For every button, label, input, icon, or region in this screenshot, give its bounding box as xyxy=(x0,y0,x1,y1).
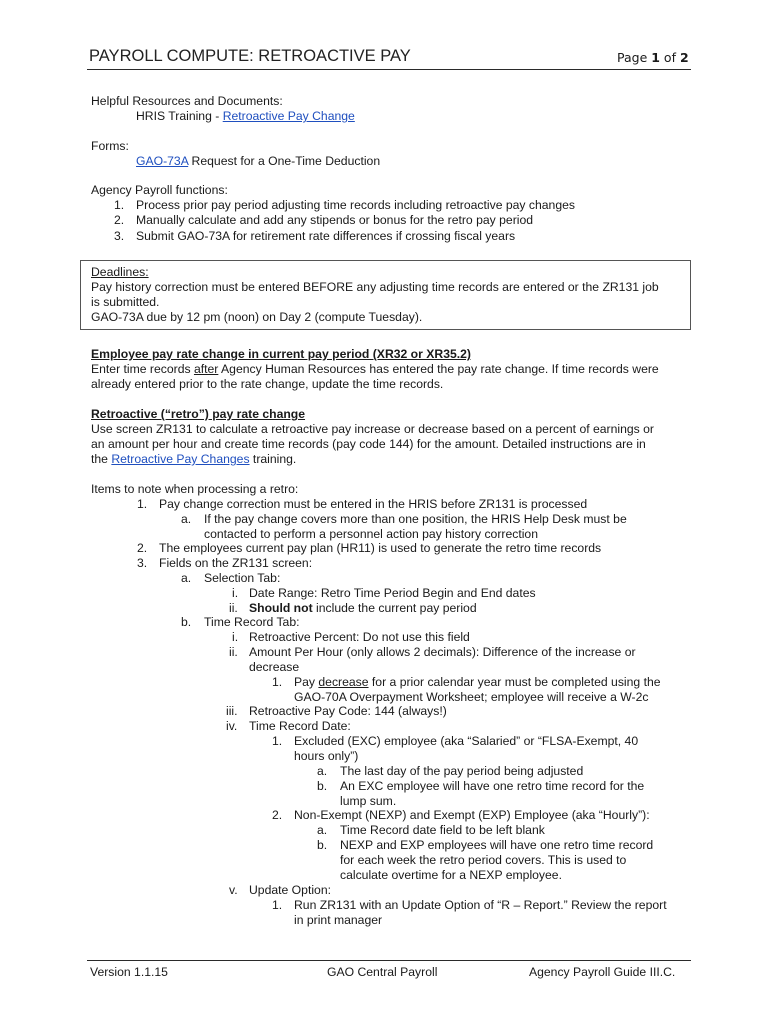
list-marker: a. xyxy=(181,571,192,585)
selection-date-range: Date Range: Retro Time Period Begin and End dates xyxy=(249,586,536,600)
item-3: Fields on the ZR131 screen: xyxy=(159,556,313,570)
amount-per-hour-1: Amount Per Hour (only allows 2 decimals): Difference of the increase or xyxy=(249,645,636,659)
pay-decrease-line-2: GAO-70A Overpayment Worksheet; employee will receive a W-2c xyxy=(294,690,649,704)
list-marker: 2. xyxy=(272,808,283,822)
list-marker: b. xyxy=(181,615,192,629)
nexp-a: Time Record date field to be left blank xyxy=(340,823,545,837)
exc-employee-2: hours only”) xyxy=(294,749,359,763)
update-option-1a: Run ZR131 with an Update Option of “R – Report.” Review the report xyxy=(294,898,667,912)
items-intro: Items to note when processing a retro: xyxy=(91,482,299,496)
agency-functions-label: Agency Payroll functions: xyxy=(91,183,228,197)
list-marker: 1. xyxy=(137,497,148,511)
nexp-b-2: for each week the retro period covers. This is used to xyxy=(340,853,627,867)
retro-text-3: the Retroactive Pay Changes training. xyxy=(91,452,297,466)
time-record-date: Time Record Date: xyxy=(249,719,351,733)
nexp-b-1: NEXP and EXP employees will have one retro time record xyxy=(340,838,654,852)
deadlines-line-3: GAO-73A due by 12 pm (noon) on Day 2 (compute Tuesday). xyxy=(91,310,423,324)
list-marker: i. xyxy=(232,630,239,644)
page-title: PAYROLL COMPUTE: RETROACTIVE PAY xyxy=(89,47,411,65)
pay-decrease-line-1: Pay decrease for a prior calendar year must be completed using the xyxy=(294,675,661,689)
item-1: Pay change correction must be entered in the HRIS before ZR131 is processed xyxy=(159,497,588,511)
item-1a-line-1: If the pay change covers more than one position, the HRIS Help Desk must be xyxy=(204,512,627,526)
list-marker: ii. xyxy=(229,601,238,615)
list-marker: 1. xyxy=(272,898,283,912)
deadlines-line-2: is submitted. xyxy=(91,295,160,309)
list-marker: v. xyxy=(229,883,238,897)
retroactive-pay-change-link[interactable]: Retroactive Pay Change xyxy=(222,109,355,123)
exc-b-2: lump sum. xyxy=(340,794,397,808)
footer-right: Agency Payroll Guide III.C. xyxy=(529,965,676,979)
gao-73a-link[interactable]: GAO-73A xyxy=(136,154,189,168)
gao-73a-line: GAO-73A Request for a One-Time Deduction xyxy=(136,154,381,168)
retro-text-2: an amount per hour and create time records (pay code 144) for the amount. Detailed instructions are in xyxy=(91,437,646,451)
header-rule xyxy=(87,69,691,70)
amount-per-hour-2: decrease xyxy=(249,660,300,674)
hris-training-line: HRIS Training - Retroactive Pay Change xyxy=(136,109,355,123)
footer-version: Version 1.1.15 xyxy=(90,965,168,979)
list-marker: b. xyxy=(317,779,328,793)
list-marker: iv. xyxy=(226,719,238,733)
item-1a-line-2: contacted to perform a personnel action pay history correction xyxy=(204,527,538,541)
list-marker: 3. xyxy=(114,229,125,243)
list-marker: 1. xyxy=(272,675,283,689)
deadlines-line-1: Pay history correction must be entered BEFORE any adjusting time records are entered or the ZR131 job xyxy=(91,280,659,294)
resources-label: Helpful Resources and Documents: xyxy=(91,94,283,108)
item-2: The employees current pay plan (HR11) is used to generate the retro time records xyxy=(159,541,602,555)
selection-tab: Selection Tab: xyxy=(204,571,281,585)
current-period-heading: Employee pay rate change in current pay period (XR32 or XR35.2) xyxy=(91,347,471,361)
list-marker: 2. xyxy=(137,541,148,555)
page-number: Page 1 of 2 xyxy=(617,50,689,65)
agency-item-2: Manually calculate and add any stipends or bonus for the retro pay period xyxy=(136,213,534,227)
agency-item-1: Process prior pay period adjusting time records including retroactive pay changes xyxy=(136,198,575,212)
update-option-1b: in print manager xyxy=(294,913,383,927)
footer-center: GAO Central Payroll xyxy=(327,965,438,979)
list-marker: 1. xyxy=(272,734,283,748)
forms-label: Forms: xyxy=(91,139,129,153)
exc-b-1: An EXC employee will have one retro time record for the xyxy=(340,779,645,793)
exc-a: The last day of the pay period being adjusted xyxy=(340,764,584,778)
list-marker: i. xyxy=(232,586,239,600)
retro-text-1: Use screen ZR131 to calculate a retroactive pay increase or decrease based on a percent of earnings or xyxy=(91,422,654,436)
deadlines-label: Deadlines: xyxy=(91,265,149,279)
current-period-text-2: already entered prior to the rate change, update the time records. xyxy=(91,377,444,391)
list-marker: b. xyxy=(317,838,328,852)
list-marker: iii. xyxy=(226,704,238,718)
nexp-b-3: calculate overtime for a NEXP employee. xyxy=(340,868,562,882)
list-marker: 1. xyxy=(114,198,125,212)
current-period-text-1: Enter time records after Agency Human Resources has entered the pay rate change. If time records were xyxy=(91,362,659,376)
agency-item-3: Submit GAO-73A for retirement rate differences if crossing fiscal years xyxy=(136,229,516,243)
retroactive-pay-changes-link[interactable]: Retroactive Pay Changes xyxy=(111,452,250,466)
list-marker: 2. xyxy=(114,213,125,227)
retro-heading: Retroactive (“retro”) pay rate change xyxy=(91,407,306,421)
retroactive-pay-code: Retroactive Pay Code: 144 (always!) xyxy=(249,704,447,718)
nexp-employee: Non-Exempt (NEXP) and Exempt (EXP) Employee (aka “Hourly”): xyxy=(294,808,650,822)
exc-employee-1: Excluded (EXC) employee (aka “Salaried” or “FLSA-Exempt, 40 xyxy=(294,734,639,748)
footer-rule xyxy=(87,960,691,961)
list-marker: a. xyxy=(317,823,328,837)
selection-should-not: Should not include the current pay period xyxy=(249,601,477,615)
update-option: Update Option: xyxy=(249,883,331,897)
retroactive-percent: Retroactive Percent: Do not use this field xyxy=(249,630,470,644)
list-marker: a. xyxy=(317,764,328,778)
list-marker: a. xyxy=(181,512,192,526)
time-record-tab: Time Record Tab: xyxy=(204,615,300,629)
list-marker: 3. xyxy=(137,556,148,570)
list-marker: ii. xyxy=(229,645,238,659)
